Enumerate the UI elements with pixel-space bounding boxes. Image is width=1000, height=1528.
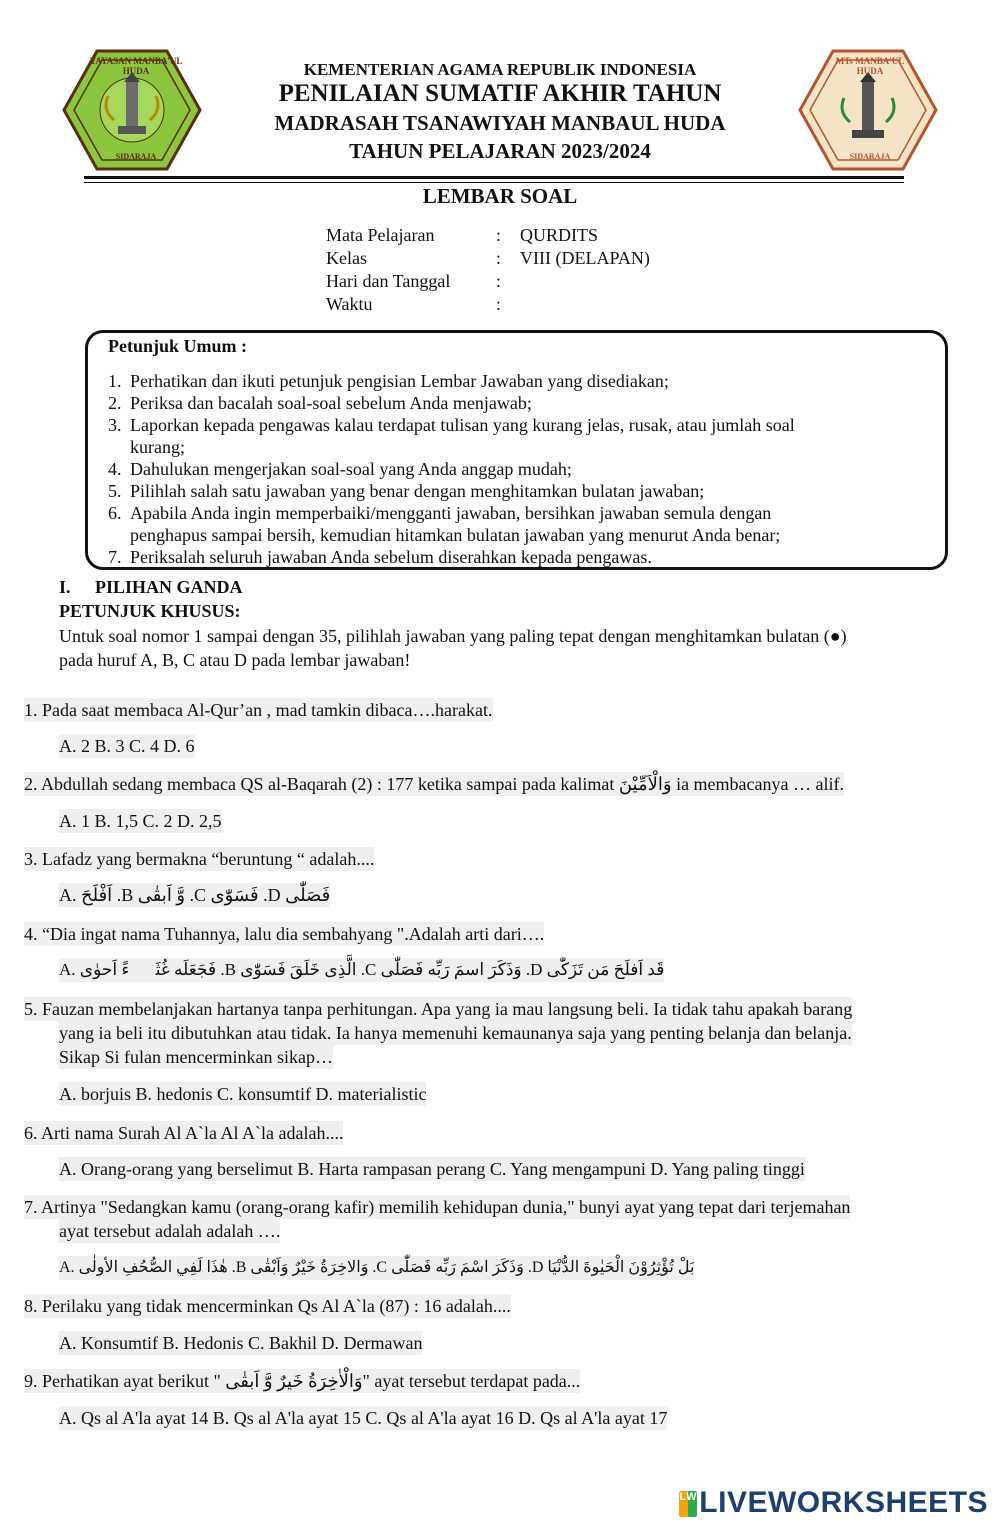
info-value: QURDITS: [520, 225, 599, 245]
brand-name: LIVEWORKSHEETS: [699, 1486, 988, 1519]
section-number: I.: [59, 577, 71, 597]
ministry-title: KEMENTERIAN AGAMA REPUBLIK INDONESIA: [303, 60, 697, 79]
yayasan-logo-text: YAYASAN MANBA'UL HUDA: [89, 56, 183, 76]
question-text: 8. Perilaku yang tidak mencerminkan Qs Al A`la (87) : 16 adalah....: [24, 1296, 511, 1316]
header-divider-thin: [84, 182, 904, 183]
section-instruction: Untuk soal nomor 1 sampai dengan 35, pilihlah jawaban yang paling tepat dengan menghitamkan bulatan (●): [59, 626, 847, 646]
info-label: Mata Pelajaran: [326, 225, 435, 245]
question-text: 3. Lafadz yang bermakna “beruntung “ adalah....: [24, 849, 375, 869]
question-text: Sikap Si fulan mencerminkan sikap…: [59, 1047, 333, 1067]
section-subtitle: PETUNJUK KHUSUS:: [59, 601, 241, 621]
info-label: Hari dan Tanggal: [326, 271, 451, 291]
answer-options: A. Konsumtif B. Hedonis C. Bakhil D. Dermawan: [59, 1333, 423, 1353]
general-instructions-title: Petunjuk Umum :: [108, 336, 248, 356]
exam-title: PENILAIAN SUMATIF AKHIR TAHUN: [278, 80, 722, 107]
instruction-text: Periksa dan bacalah soal-soal sebelum Anda menjawab;: [130, 393, 532, 413]
academic-year: TAHUN PELAJARAN 2023/2024: [349, 139, 651, 163]
section-title: PILIHAN GANDA: [95, 577, 243, 597]
instruction-number: 1.: [108, 371, 122, 391]
question-text: 7. Artinya "Sedangkan kamu (orang-orang kafir) memilih kehidupan dunia," bunyi ayat yang tepat dari terjemahan: [24, 1197, 851, 1217]
info-value: VIII (DELAPAN): [520, 248, 650, 268]
brand-mark: LW: [679, 1491, 697, 1517]
instruction-text: Apabila Anda ingin memperbaiki/mengganti jawaban, bersihkan jawaban semula dengan: [130, 503, 772, 523]
answer-options: A. 2 B. 3 C. 4 D. 6: [59, 736, 195, 756]
instruction-number: 6.: [108, 503, 122, 523]
instruction-text: kurang;: [130, 437, 185, 457]
answer-options: A. هٰذَا لَفِي الصُّحُفِ الأولٰى .B وَالاخِرَةُ خَيْرٌ وَاَبْقٰى .C وَذَكَرَ اسْمَ رَبِّه فَصَلّٰى .D بَلْ تُؤْثِرُوْنَ الْحَيٰوةَ الدُّنْيَا: [59, 1256, 694, 1280]
question-text: 2. Abdullah sedang membaca QS al-Baqarah (2) : 177 ketika sampai pada kalimat وَالْاَمِّيْنَ ia membacanya … alif.: [24, 774, 844, 794]
instruction-number: 7.: [108, 547, 122, 567]
header-divider: [84, 176, 904, 179]
question-text: ayat tersebut adalah adalah ….: [59, 1221, 281, 1241]
mts-logo-subtext: SIDARAJA: [849, 152, 891, 161]
instruction-number: 2.: [108, 393, 122, 413]
info-colon: :: [496, 248, 502, 268]
info-label: Waktu: [326, 294, 373, 314]
mts-logo-text: MTs MANBA'UL HUDA: [835, 56, 905, 76]
instruction-text: Perhatikan dan ikuti petunjuk pengisian Lembar Jawaban yang disediakan;: [130, 371, 669, 391]
liveworksheets-logo[interactable]: [679, 1486, 988, 1520]
question-text: yang ia beli itu dibutuhkan atau tidak. Ia hanya memenuhi kemaunanya saja yang penting belanja dan belanja.: [59, 1023, 852, 1043]
sheet-title: LEMBAR SOAL: [422, 184, 578, 208]
info-colon: :: [496, 294, 502, 314]
yayasan-logo-subtext: SIDARAJA: [115, 152, 157, 161]
info-colon: :: [496, 271, 502, 291]
instruction-number: 5.: [108, 481, 122, 501]
question-text: 9. Perhatikan ayat berikut " وَالْاٰخِرَةُ خَيرٌ وَّ اَبقٰى" ayat tersebut terdapat pada...: [24, 1371, 581, 1391]
question-text: 6. Arti nama Surah Al A`la Al A`la adalah....: [24, 1123, 344, 1143]
instruction-text: Pilihlah salah satu jawaban yang benar dengan menghitamkan bulatan jawaban;: [130, 481, 705, 501]
section-instruction: pada huruf A, B, C atau D pada lembar jawaban!: [59, 650, 411, 670]
question-text: 5. Fauzan membelanjakan hartanya tanpa perhitungan. Apa yang ia mau langsung beli. Ia tidak tahu apakah barang: [24, 999, 853, 1019]
answer-options: A. Qs al A'la ayat 14 B. Qs al A'la ayat 15 C. Qs al A'la ayat 16 D. Qs al A'la ayat 17: [59, 1408, 668, 1428]
answer-options: A. اَفْلَحَ .B وَّ اَبقٰى .C فَسَوّٰى .D فَصَلّٰى: [59, 885, 331, 905]
school-name: MADRASAH TSANAWIYAH MANBAUL HUDA: [274, 111, 726, 135]
answer-options: A. فَجَعَلَه غُثَاۤءً اَحوٰى .B الَّذِى خَلَقَ فَسَوّٰى .C وَذَكَرَ اسمَ رَبِّه فَصَلّٰى .D قَد اَفلَحَ مَن تَزَكّٰى: [59, 958, 664, 982]
instruction-text: penghapus sampai bersih, kemudian hitamkan bulatan jawaban yang menurut Anda benar;: [130, 525, 781, 545]
info-colon: :: [496, 225, 502, 245]
answer-options: A. 1 B. 1,5 C. 2 D. 2,5: [59, 811, 222, 831]
instruction-text: Periksalah seluruh jawaban Anda sebelum diserahkan kepada pengawas.: [130, 547, 652, 567]
answer-options: A. Orang-orang yang berselimut B. Harta rampasan perang C. Yang mengampuni D. Yang paling tinggi: [59, 1159, 805, 1179]
instruction-number: 4.: [108, 459, 122, 479]
question-text: 1. Pada saat membaca Al-Qur’an , mad tamkin dibaca….harakat.: [24, 700, 493, 720]
instruction-number: 3.: [108, 415, 122, 435]
question-text: 4. “Dia ingat nama Tuhannya, lalu dia sembahyang ".Adalah arti dari….: [24, 924, 545, 944]
instruction-text: Laporkan kepada pengawas kalau terdapat tulisan yang kurang jelas, rusak, atau jumlah soal: [130, 415, 795, 435]
answer-options: A. borjuis B. hedonis C. konsumtif D. materialistic: [59, 1084, 427, 1104]
instruction-text: Dahulukan mengerjakan soal-soal yang Anda anggap mudah;: [130, 459, 572, 479]
info-label: Kelas: [326, 248, 367, 268]
